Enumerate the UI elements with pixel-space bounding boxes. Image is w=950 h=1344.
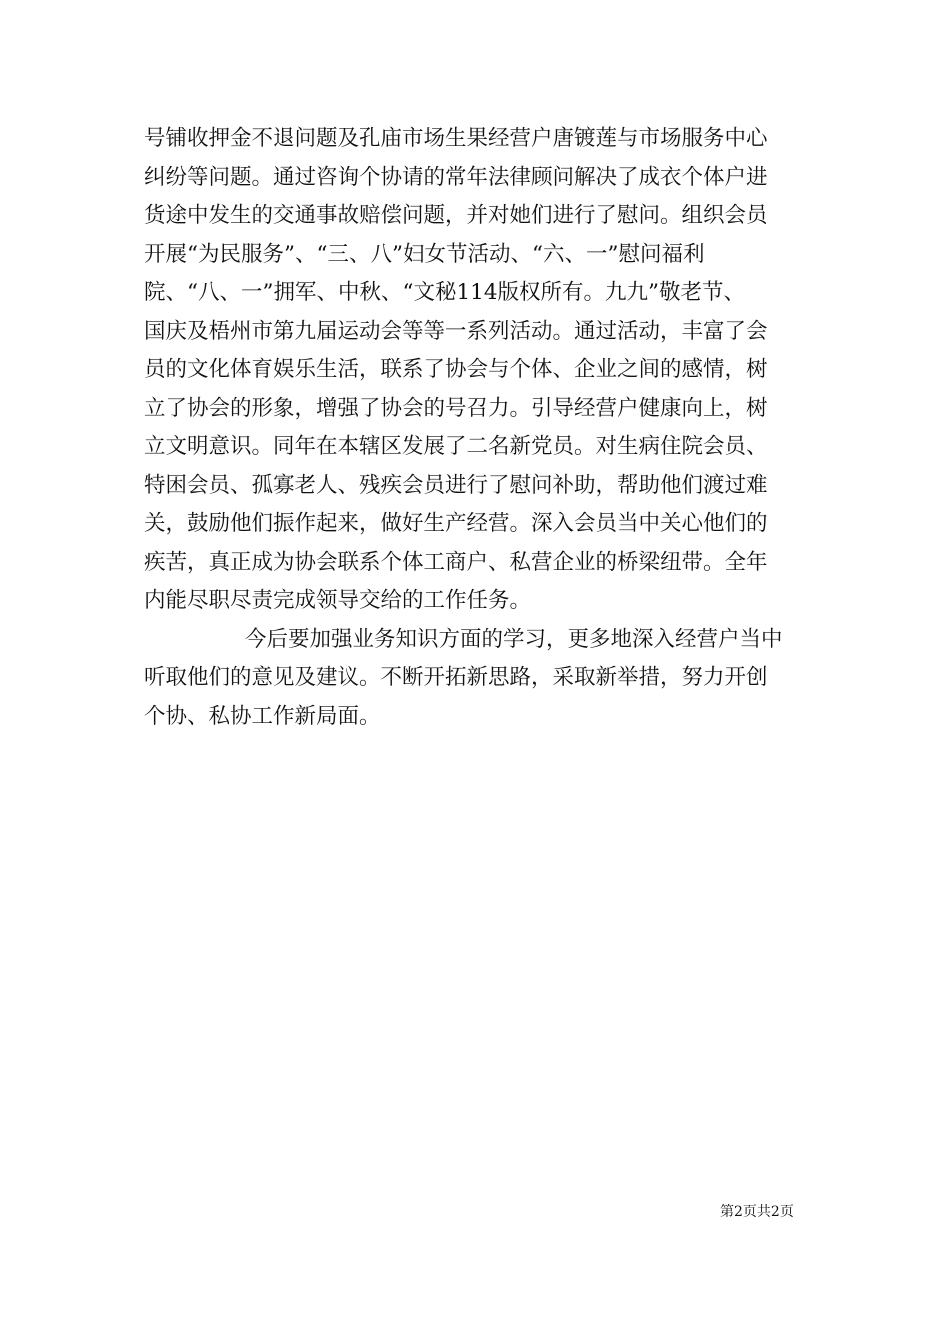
text-line: 特困会员、孤寡老人、残疾会员进行了慰问补助，帮助他们渡过难 <box>144 472 768 498</box>
text-line: 立了协会的形象，增强了协会的号召力。引导经营户健康向上，树 <box>144 395 768 421</box>
text-line: 内能尽职尽责完成领导交给的工作任务。 <box>144 588 532 613</box>
text-line: 今后要加强业务知识方面的学习，更多地深入经营户当中 <box>245 626 783 652</box>
text-line: 开展“为民服务”、“三、八”妇女节活动、“六、一”慰问福利 <box>144 241 705 267</box>
text-line: 院、“八、一”拥军、中秋、“文秘114版权所有。九九”敬老节、 <box>144 280 746 305</box>
text-line: 听取他们的意见及建议。不断开拓新思路，采取新举措，努力开创 <box>144 665 768 690</box>
text-line: 疾苦，真正成为协会联系个体工商户、私营企业的桥梁纽带。全年 <box>144 549 768 575</box>
text-line: 纠纷等问题。通过咨询个协请的常年法律顾问解决了成衣个体户进 <box>144 164 768 190</box>
text-line: 立文明意识。同年在本辖区发展了二名新党员。对生病住院会员、 <box>144 434 768 459</box>
text-line: 个协、私协工作新局面。 <box>144 703 381 729</box>
body-text <box>144 120 808 736</box>
text-line: 号铺收押金不退问题及孔庙市场生果经营户唐镀莲与市场服务中心 <box>144 126 768 151</box>
paragraph-1 <box>144 120 808 621</box>
text-line: 国庆及梧州市第九届运动会等等一系列活动。通过活动，丰富了会 <box>144 318 768 344</box>
paragraph-2 <box>144 621 808 737</box>
text-line: 关，鼓励他们振作起来，做好生产经营。深入会员当中关心他们的 <box>144 511 768 536</box>
page-number: 第2页共2页 <box>720 1204 794 1220</box>
text-line: 货途中发生的交通事故赔偿问题，并对她们进行了慰问。组织会员 <box>144 203 768 228</box>
text-line: 员的文化体育娱乐生活，联系了协会与个体、企业之间的感情，树 <box>144 357 768 382</box>
